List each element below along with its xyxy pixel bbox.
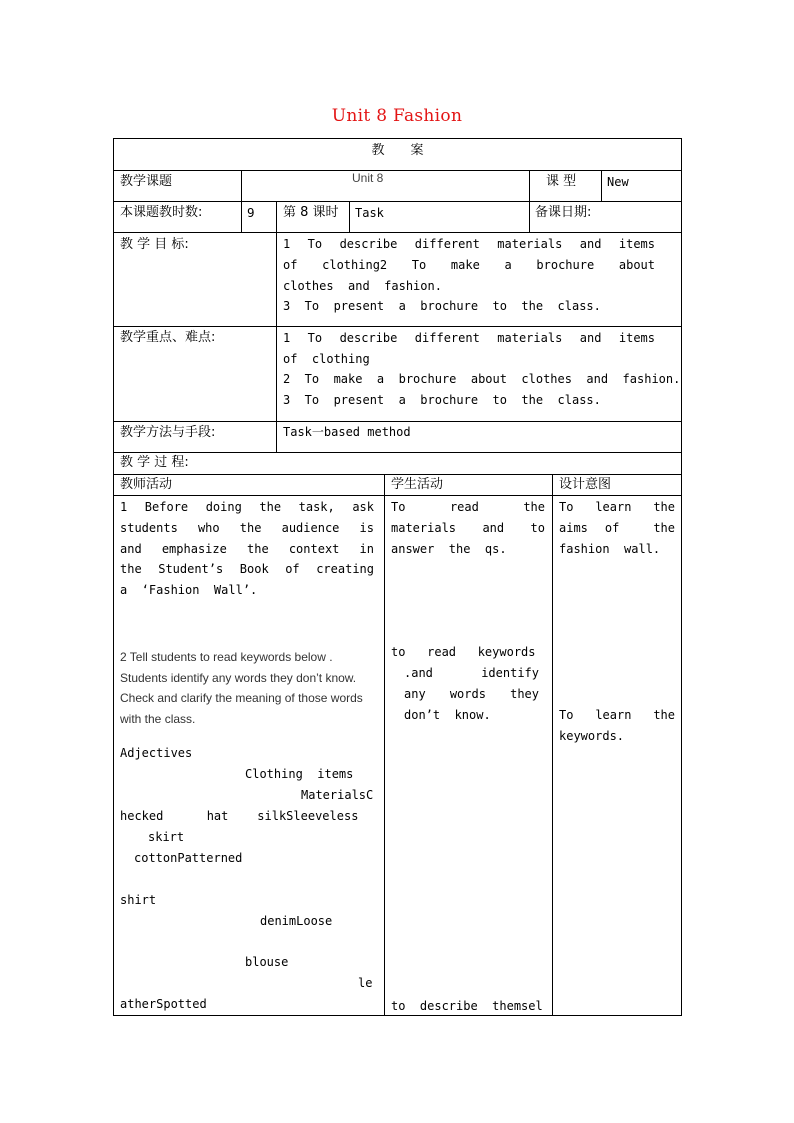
objectives-label: 教 学 目 标: xyxy=(120,237,189,252)
type-value: New xyxy=(607,175,629,189)
student-step-2a: to read keywords xyxy=(391,645,536,659)
student-step-2b: .and identify any words they don’t know. xyxy=(404,666,554,722)
col-body-student xyxy=(384,495,560,1016)
vocab-adjectives: Adjectives xyxy=(120,746,193,760)
student-activity-header: 学生活动 xyxy=(391,477,444,492)
cell-subject-value xyxy=(241,170,530,202)
document-title: Unit 8 Fashion xyxy=(331,106,463,126)
subject-value: Unit 8 xyxy=(352,171,384,185)
teacher-step-2: 2 Tell students to read keywords below . Students identify any words they don’t know. Check and clarify the meaning of those words with the class. xyxy=(120,650,367,726)
table-heading: 教 案 xyxy=(371,143,424,158)
col-body-intent xyxy=(552,495,690,1016)
vocab-cotton: cottonPatterned xyxy=(134,851,243,865)
prep-date-label: 备课日期: xyxy=(535,205,592,220)
student-step-1: To read the materials and to answer the qs. xyxy=(391,500,560,556)
focus-text-1: 1 To describe different materials and items of clothing xyxy=(283,331,670,366)
focus-label: 教学重点、难点: xyxy=(120,330,216,345)
vocab-denim: denimLoose xyxy=(260,914,333,928)
objectives-text-2: 3 To present a brochure to the class. xyxy=(283,299,601,313)
vocab-blouse: blouse xyxy=(245,955,289,969)
vocab-le: le xyxy=(358,976,373,990)
process-label: 教 学 过 程: xyxy=(120,455,189,470)
type-label: 课 型 xyxy=(546,174,577,189)
cell-process-label xyxy=(113,452,682,475)
intent-2: To learn the keywords. xyxy=(559,708,690,743)
design-intent-header: 设计意图 xyxy=(559,477,612,492)
vocab-shirt: shirt xyxy=(120,893,157,907)
focus-text-3: 3 To present a brochure to the class. xyxy=(283,393,601,407)
vocab-clothing-items: Clothing items xyxy=(245,767,354,781)
subject-label: 教学课题 xyxy=(120,174,173,189)
lesson-value: Task xyxy=(355,206,384,220)
objectives-text: 1 To describe different materials and items of clothing2 To make a brochure about clothes and fashion. xyxy=(283,237,670,293)
teacher-activity-header: 教师活动 xyxy=(120,477,173,492)
hours-label: 本课题教时数: xyxy=(120,205,203,220)
intent-1: To learn the aims of the fashion wall. xyxy=(559,500,690,556)
student-step-3: to describe themsel xyxy=(391,999,543,1013)
vocab-skirt: skirt xyxy=(148,830,185,844)
hours-value: 9 xyxy=(247,205,255,220)
vocab-checked-line: hecked hat silkSleeveless xyxy=(120,809,359,823)
lesson-label: 第 8 课时 xyxy=(283,205,339,220)
focus-text-2: 2 To make a brochure about clothes and fashion. xyxy=(283,372,681,386)
method-value: Task一based method xyxy=(283,425,411,439)
vocab-materials: MaterialsC xyxy=(301,788,374,802)
method-label: 教学方法与手段: xyxy=(120,425,216,440)
vocab-leather: atherSpotted xyxy=(120,997,207,1011)
teacher-step-1: 1 Before doing the task, ask students who the audience is and emphasize the context in the Student’s Book of creating a ‘Fashion Wall’. xyxy=(120,500,389,598)
